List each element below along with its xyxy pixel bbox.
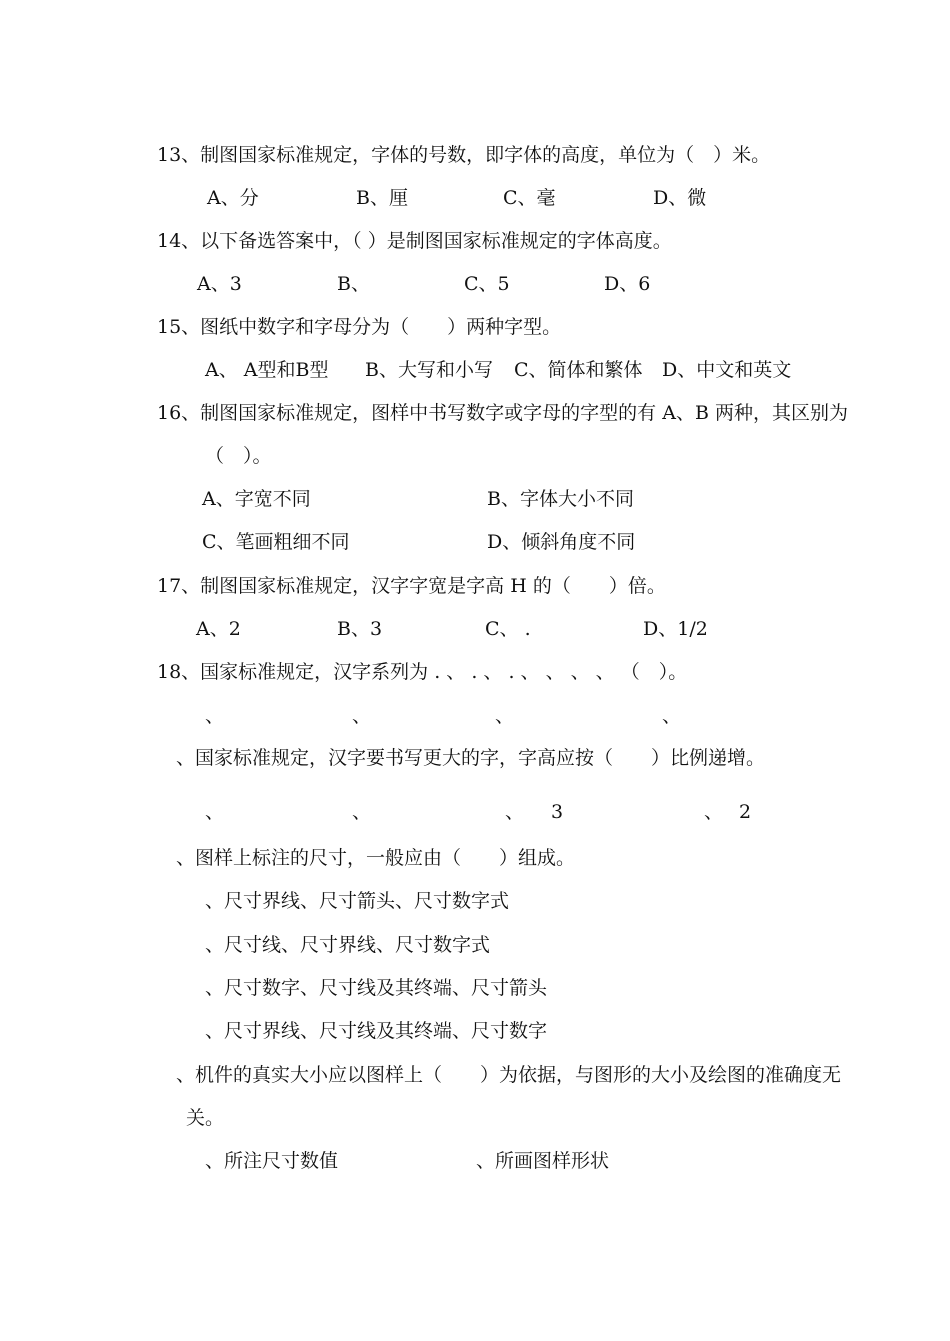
question-15-stem: 15、图纸中数字和字母分为（ ）两种字型。 — [157, 316, 562, 338]
question-14-option-b: B、 — [337, 273, 370, 295]
question-15-option-b: B、大写和小写 — [365, 359, 493, 381]
question-17-option-c: C、 . — [485, 618, 531, 640]
question-16-option-c: C、笔画粗细不同 — [202, 531, 350, 553]
question-13-option-a: A、分 — [207, 187, 259, 209]
question-18-stem: 18、国家标准规定，汉字系列为 . 、 . 、 . 、 、 、 、 （ ）。 — [157, 661, 688, 683]
question-16-stem: 16、制图国家标准规定，图样中书写数字或字母的字型的有 A、B 两种，其区别为 — [157, 402, 848, 424]
question-18-option-a: 、 — [205, 705, 225, 727]
question-19-stem: 、国家标准规定，汉字要书写更大的字，字高应按（ ）比例递增。 — [176, 747, 766, 769]
question-20-option-c: 、尺寸数字、尺寸线及其终端、尺寸箭头 — [205, 977, 548, 999]
question-19-option-d-separator: 、 — [704, 801, 724, 823]
question-17-option-a: A、2 — [196, 618, 241, 640]
question-19-option-b: 、 — [352, 801, 372, 823]
question-21-option-b: 、所画图样形状 — [476, 1150, 610, 1172]
question-14-stem: 14、以下备选答案中，（ ）是制图国家标准规定的字体高度。 — [157, 230, 672, 252]
question-13-option-d: D、微 — [653, 187, 707, 209]
question-21-stem-continued: 关。 — [186, 1107, 225, 1129]
question-19-option-c-value: 3 — [551, 801, 564, 823]
question-16-option-a: A、字宽不同 — [202, 488, 311, 510]
question-16-option-d: D、倾斜角度不同 — [487, 531, 636, 553]
question-15-option-c: C、简体和繁体 — [514, 359, 643, 381]
question-20-option-b: 、尺寸线、尺寸界线、尺寸数字式 — [205, 934, 491, 956]
question-16-option-b: B、字体大小不同 — [487, 488, 634, 510]
question-19-option-d-value: 2 — [739, 801, 752, 823]
question-15-option-d: D、中文和英文 — [662, 359, 792, 381]
question-13-stem: 13、制图国家标准规定，字体的号数，即字体的高度，单位为（ ）米。 — [157, 144, 771, 166]
question-17-stem: 17、制图国家标准规定，汉字字宽是字高 H 的（ ）倍。 — [157, 575, 666, 597]
question-17-option-d: D、1/2 — [643, 618, 708, 640]
question-19-option-a: 、 — [205, 801, 225, 823]
question-17-option-b: B、3 — [337, 618, 383, 640]
question-19-option-c-separator: 、 — [505, 801, 525, 823]
question-13-option-b: B、厘 — [356, 187, 408, 209]
question-15-option-a: A、 A型和B型 — [205, 359, 329, 381]
question-21-option-a: 、所注尺寸数值 — [205, 1150, 339, 1172]
question-16-stem-continued: （ ）。 — [205, 445, 272, 467]
question-14-option-a: A、3 — [197, 273, 242, 295]
question-21-stem: 、机件的真实大小应以图样上（ ）为依据，与图形的大小及绘图的准确度无 — [176, 1064, 842, 1086]
question-13-option-c: C、毫 — [503, 187, 556, 209]
question-14-option-c: C、5 — [464, 273, 510, 295]
question-20-option-a: 、尺寸界线、尺寸箭头、尺寸数字式 — [205, 890, 510, 912]
question-14-option-d: D、6 — [604, 273, 651, 295]
question-18-option-b: 、 — [352, 705, 372, 727]
question-18-option-c: 、 — [495, 705, 515, 727]
question-20-stem: 、图样上标注的尺寸，一般应由（ ）组成。 — [176, 847, 576, 869]
question-20-option-d: 、尺寸界线、尺寸线及其终端、尺寸数字 — [205, 1020, 548, 1042]
question-18-option-d: 、 — [662, 705, 682, 727]
